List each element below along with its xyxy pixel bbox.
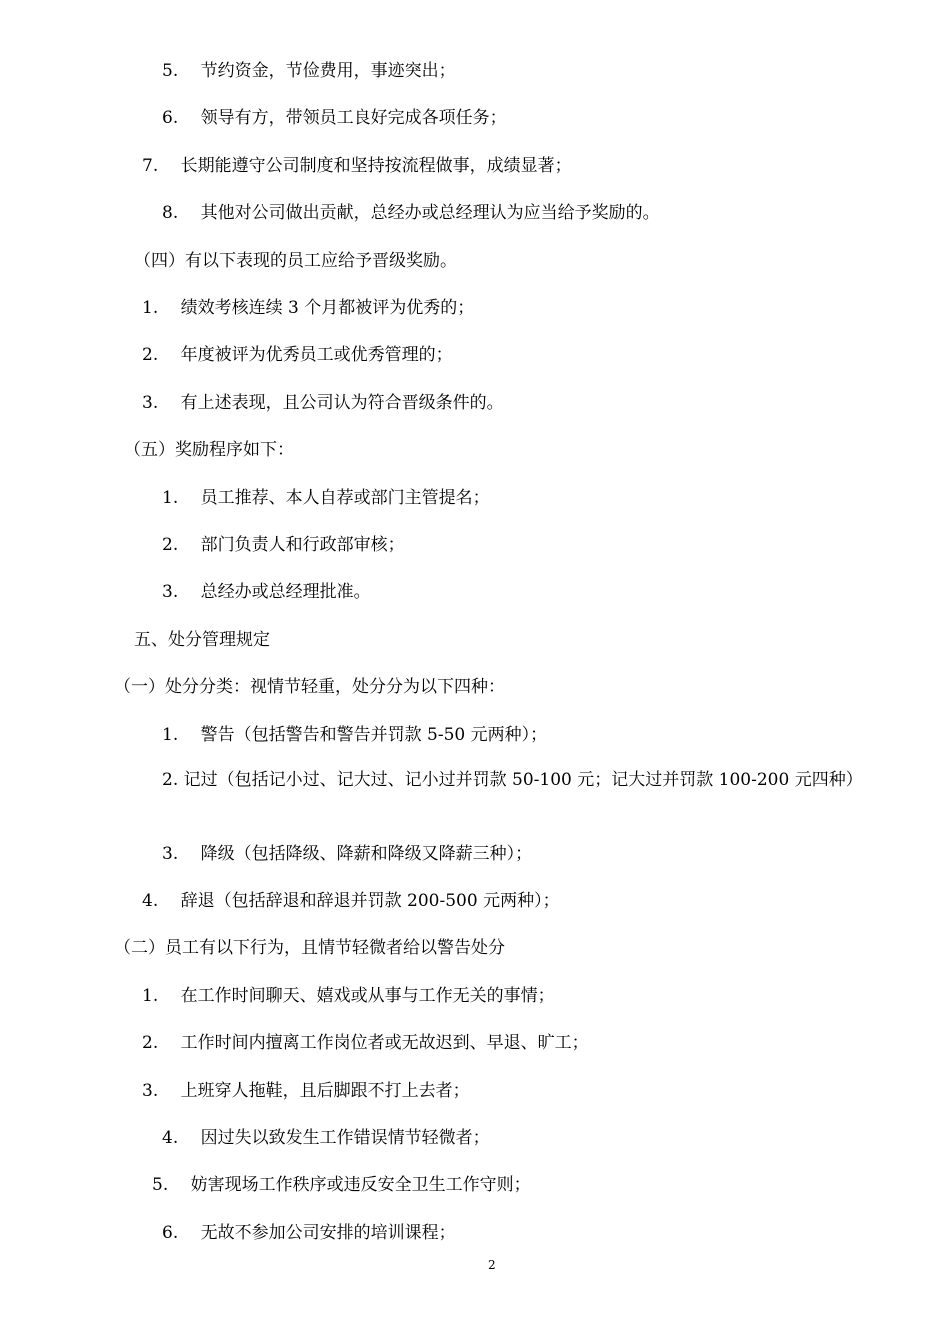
list-item: 7. 长期能遵守公司制度和坚持按流程做事，成绩显著； [142, 156, 572, 176]
section-heading: （一）处分分类：视情节轻重，处分分为以下四种： [114, 677, 505, 697]
list-item: 1. 在工作时间聊天、嬉戏或从事与工作无关的事情； [142, 986, 555, 1006]
list-item: 2. 部门负责人和行政部审核； [162, 535, 405, 555]
list-item: 3. 总经办或总经理批准。 [162, 582, 371, 602]
list-item: 4. 辞退（包括辞退和辞退并罚款 200-500 元两种）； [142, 891, 560, 911]
list-item: 6. 无故不参加公司安排的培训课程； [162, 1223, 456, 1243]
list-item: 5. 妨害现场工作秩序或违反安全卫生工作守则； [152, 1175, 531, 1195]
page-number: 2 [488, 1258, 496, 1272]
list-item: 6. 领导有方，带领员工良好完成各项任务； [162, 108, 507, 128]
list-item: 1. 员工推荐、本人自荐或部门主管提名； [162, 488, 490, 508]
list-item: 2. 记过（包括记小过、记大过、记小过并罚款 50-100 元；记大过并罚款 100-200 元四种） [162, 770, 863, 790]
list-item: 3. 上班穿人拖鞋，且后脚跟不打上去者； [142, 1081, 470, 1101]
list-item: 4. 因过失以致发生工作错误情节轻微者； [162, 1128, 490, 1148]
list-item: 3. 有上述表现，且公司认为符合晋级条件的。 [142, 393, 504, 413]
list-item: 8. 其他对公司做出贡献，总经办或总经理认为应当给予奖励的。 [162, 203, 660, 223]
chapter-heading: 五、处分管理规定 [134, 630, 270, 650]
list-item: 5. 节约资金，节俭费用，事迹突出； [162, 61, 456, 81]
section-heading: （五）奖励程序如下： [124, 440, 294, 460]
list-item: 2. 年度被评为优秀员工或优秀管理的； [142, 345, 453, 365]
section-heading: （二）员工有以下行为，且情节轻微者给以警告处分 [114, 938, 505, 958]
section-heading: （四）有以下表现的员工应给予晋级奖励。 [134, 251, 457, 271]
list-item: 3. 降级（包括降级、降薪和降级又降薪三种）； [162, 844, 533, 864]
list-item: 1. 警告（包括警告和警告并罚款 5-50 元两种）； [162, 725, 548, 745]
list-item: 1. 绩效考核连续 3 个月都被评为优秀的； [142, 298, 475, 318]
list-item: 2. 工作时间内擅离工作岗位者或无故迟到、早退、旷工； [142, 1033, 589, 1053]
